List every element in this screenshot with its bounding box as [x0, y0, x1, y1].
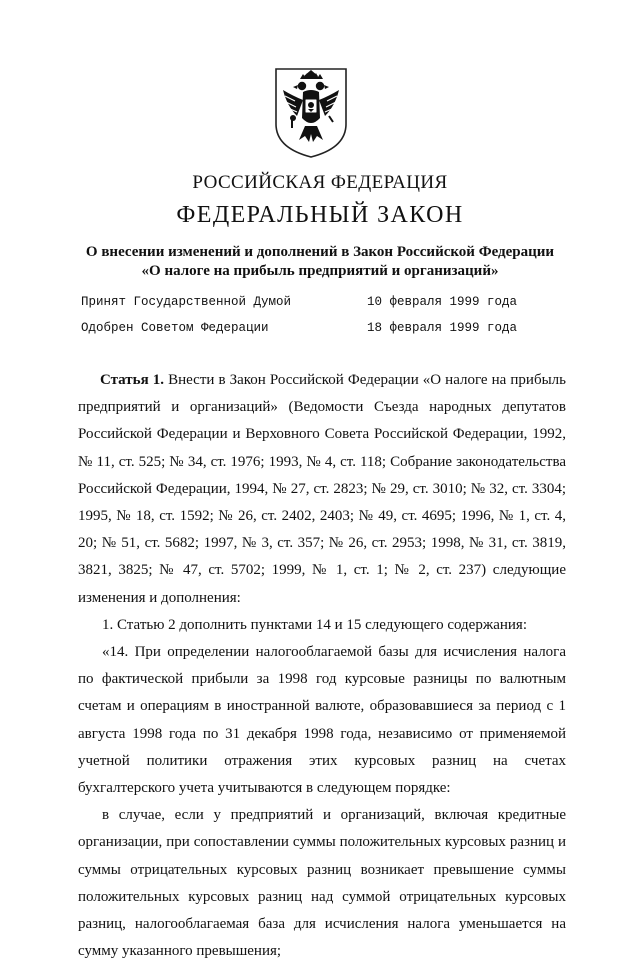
law-body — [78, 367, 566, 965]
approval-date: 18 февраля 1999 года — [367, 321, 518, 335]
adoption-date: 10 февраля 1999 года — [367, 295, 518, 309]
approval-label: Одобрен Советом Федерации — [81, 321, 269, 335]
article-1-text: Внести в Закон Российской Федерации «О налоге на прибыль предприятий и организаций» (Ведомости Съезда народных депутатов Российской Федерации и Верховного Совета Российской Федерации, 1992, № 11, ст. 525; № 34, ст. 1976; 1993, № 4, ст. 118; Собрание законодательства Российской Федерации, 1994, № 27, ст. 2823; № 29, ст. 3010; № 32, ст. 3304; 1995, № 18, ст. 1592; № 26, ст. 2402, 2403; № 49, ст. 4695; 1996, № 1, ст. 4, 20; № 51, ст. 5682; 1997, № 3, ст. 357; № 26, ст. 2953; 1998, № 31, ст. 3819, 3821, 3825; № 47, ст. 5702; 1999, № 1, ст. 1; № 2, ст. 237) следующие изменения и дополнения: — [78, 372, 566, 606]
law-subtitle — [0, 243, 640, 281]
item-14-paragraph: «14. При определении налогооблагаемой базы для исчисления налога по фактической прибыли за 1998 год курсовые разницы по валютным счетам и операциям в иностранной валюте, образовавшиеся за период с 1 августа 1998 года по 31 декабря 1998 года, независимо от применяемой учетной политики отражения этих курсовых разниц на счетах бухгалтерского учета учитываются в следующем порядке: — [78, 644, 566, 797]
country-title: РОССИЙСКАЯ ФЕДЕРАЦИЯ — [192, 172, 448, 193]
item-1-paragraph: 1. Статью 2 дополнить пунктами 14 и 15 следующего содержания: — [102, 616, 527, 633]
adoption-row-duma — [81, 295, 541, 315]
law-subtitle-line-1: О внесении изменений и дополнений в Закон Российской Федерации — [85, 244, 555, 260]
adoption-row-federation-council — [81, 321, 541, 341]
case-1-paragraph: в случае, если у предприятий и организаций, включая кредитные организации, при сопоставлении суммы положительных курсовых разниц и суммы отрицательных курсовых разниц возникает превышение суммы положительных курсовых разниц над суммой отрицательных курсовых разниц, налогооблагаемая база для исчисления налога уменьшается на сумму указанного превышения; — [78, 807, 566, 960]
article-1-label: Статья 1. — [100, 372, 165, 388]
article-1-paragraph — [78, 367, 566, 612]
document-type-title: ФЕДЕРАЛЬНЫЙ ЗАКОН — [176, 202, 464, 228]
adoption-label: Принят Государственной Думой — [81, 295, 292, 309]
coat-of-arms-emblem — [273, 66, 349, 160]
law-subtitle-line-2: «О налоге на прибыль предприятий и организаций» — [141, 263, 499, 279]
